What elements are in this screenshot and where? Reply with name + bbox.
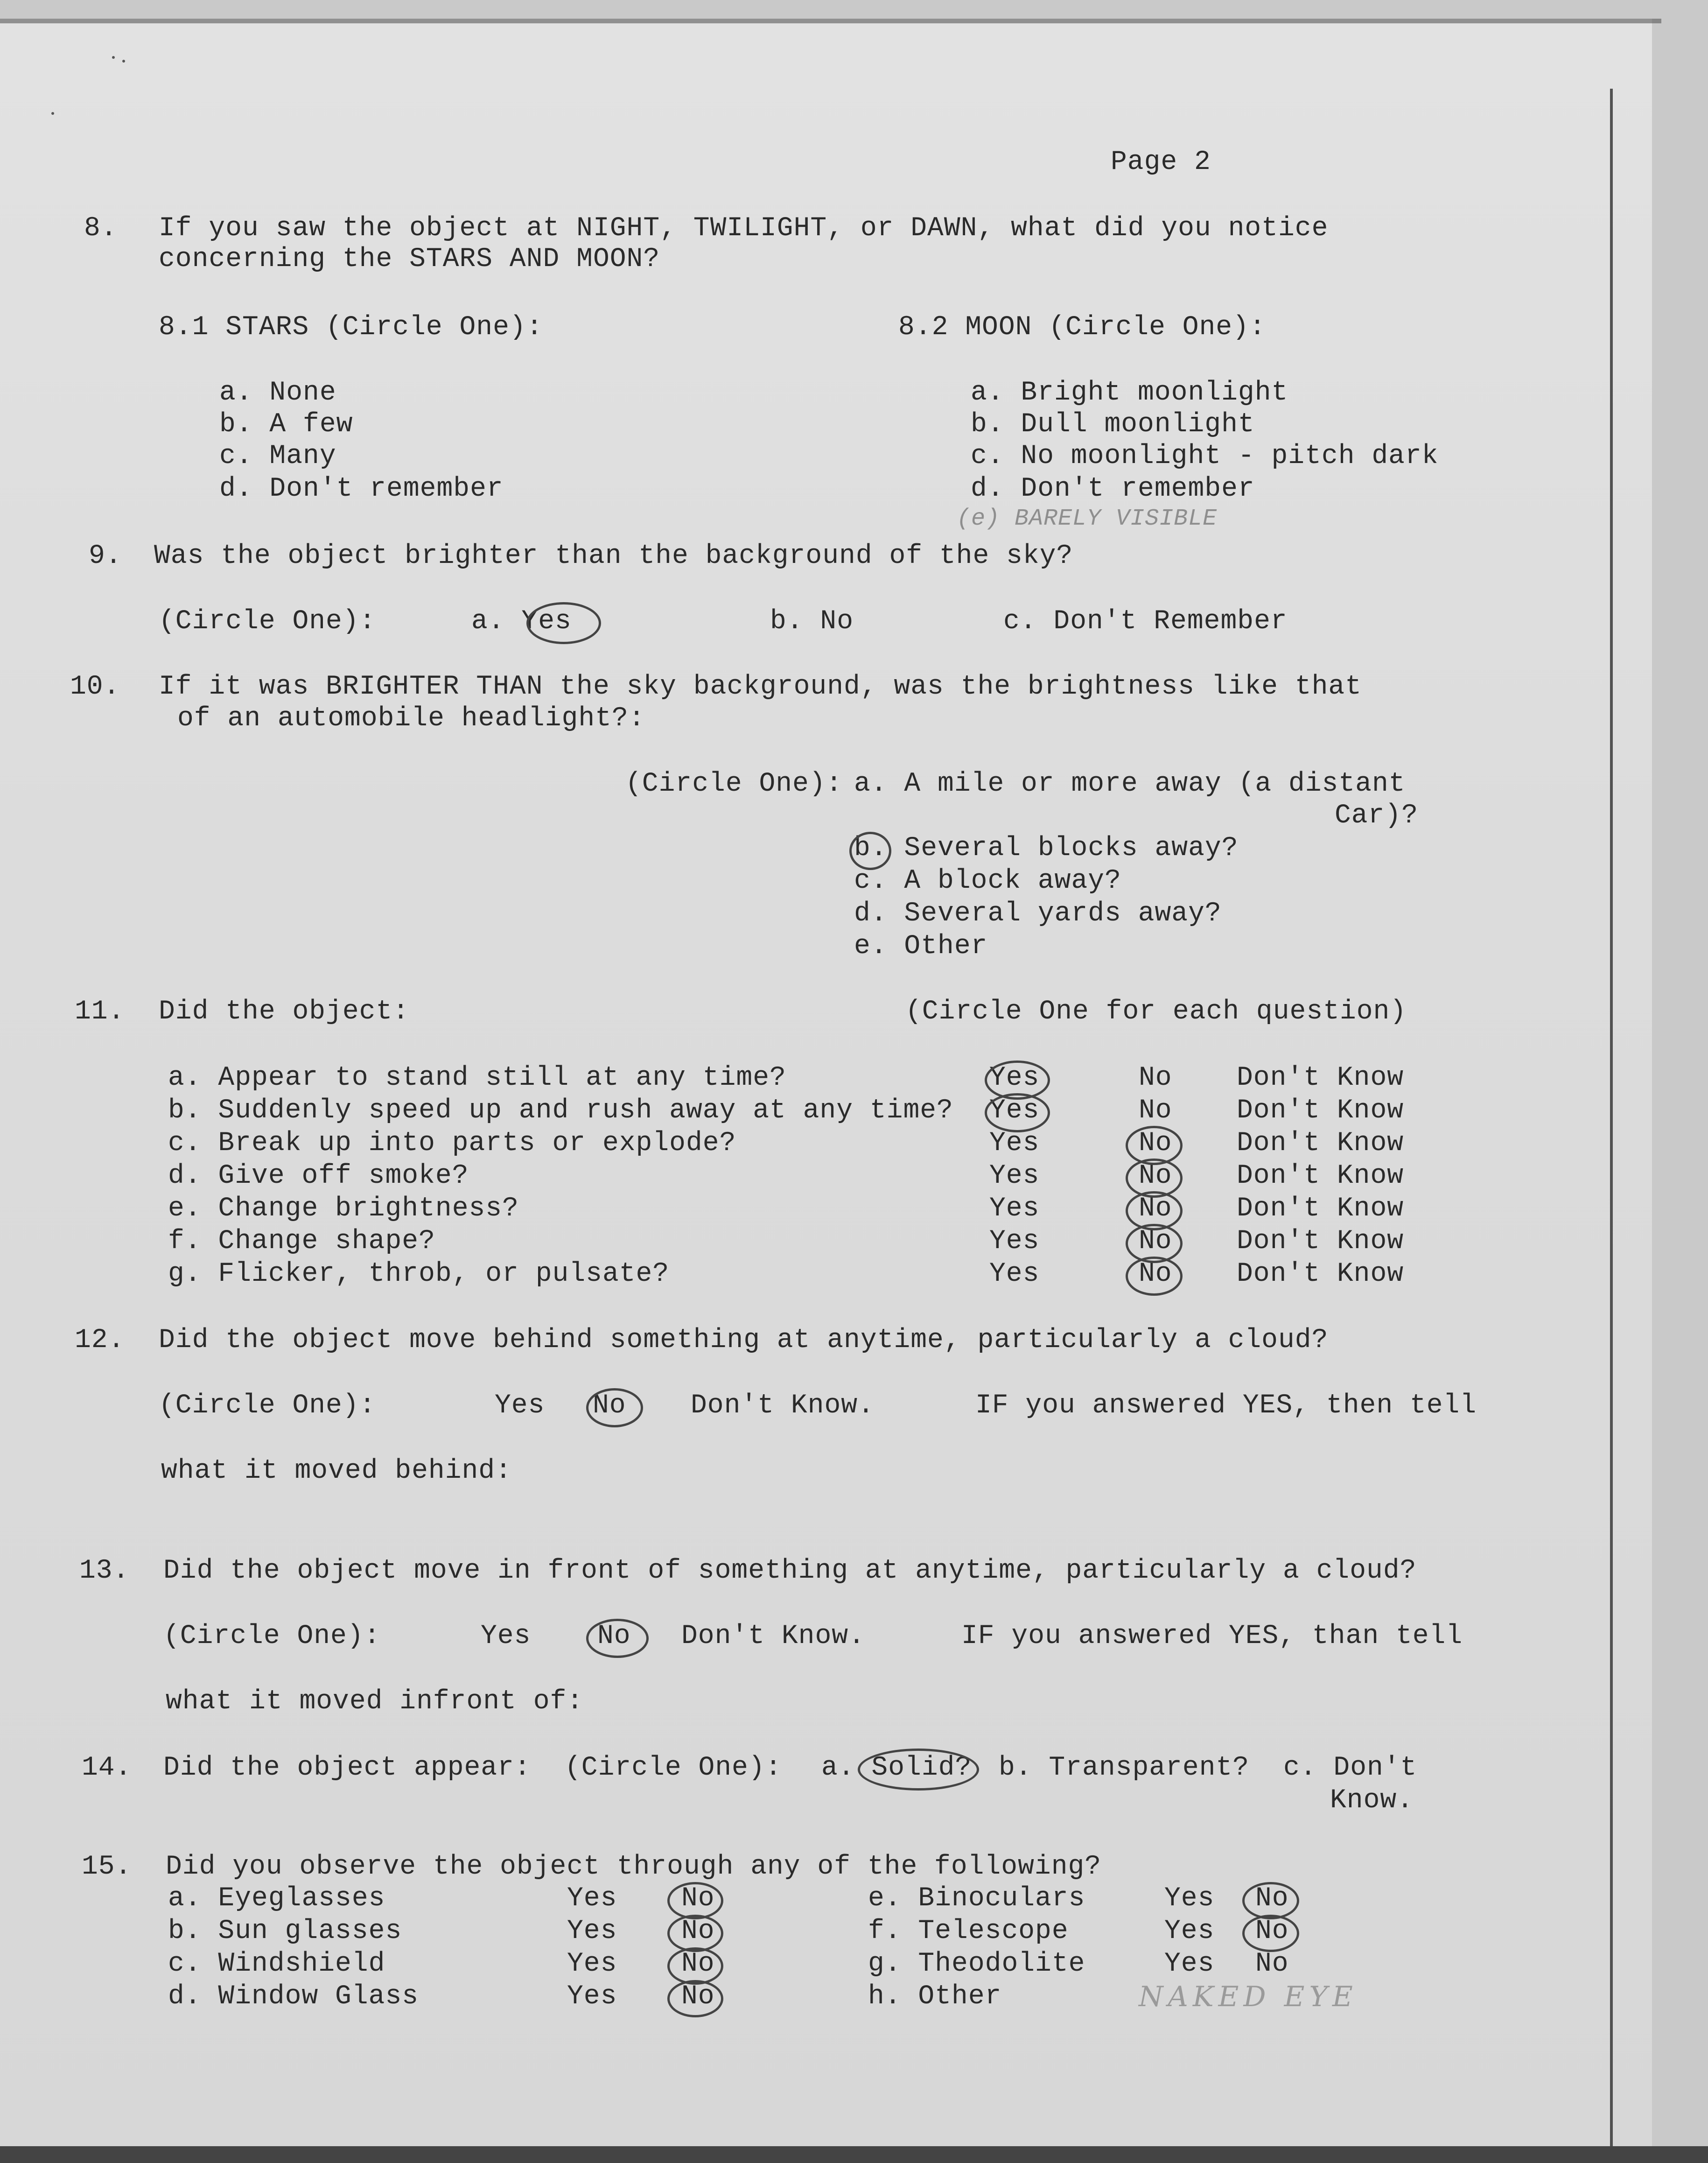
q8-number: 8. bbox=[84, 213, 118, 244]
q10-option-a-line2: Car)? bbox=[1335, 801, 1419, 831]
q11-row-f-question: f. Change shape? bbox=[168, 1226, 435, 1257]
q9-number: 9. bbox=[89, 541, 122, 571]
q12-selected-circle bbox=[586, 1388, 643, 1427]
q15-right-g-no[interactable]: No bbox=[1255, 1949, 1289, 1979]
q15-left-a-selected-circle bbox=[667, 1882, 723, 1919]
q11-row-g-question: g. Flicker, throb, or pulsate? bbox=[168, 1259, 670, 1289]
q10-selected-circle bbox=[849, 832, 891, 870]
q13-prompt: (Circle One): bbox=[163, 1621, 381, 1651]
scan-speck bbox=[51, 112, 54, 115]
page-number: Page 2 bbox=[1111, 147, 1211, 177]
q15-number: 15. bbox=[82, 1852, 132, 1882]
q12-prompt: (Circle One): bbox=[159, 1390, 376, 1421]
q8-stars-option-c[interactable]: c. Many bbox=[219, 441, 336, 471]
q8-moon-handwritten-note: (e) BARELY VISIBLE bbox=[957, 506, 1218, 532]
q15-right-g-yes[interactable]: Yes bbox=[1164, 1949, 1215, 1979]
q11-row-a-dontknow[interactable]: Don't Know bbox=[1237, 1063, 1404, 1093]
q8-stars-heading: 8.1 STARS (Circle One): bbox=[159, 312, 543, 343]
q8-moon-option-c[interactable]: c. No moonlight - pitch dark bbox=[971, 441, 1439, 471]
q13-text: Did the object move in front of something at anytime, particularly a cloud? bbox=[163, 1556, 1417, 1586]
q15-left-b-selected-circle bbox=[667, 1915, 723, 1952]
q12-text: Did the object move behind something at anytime, particularly a cloud? bbox=[159, 1325, 1329, 1355]
q11-row-a-question: a. Appear to stand still at any time? bbox=[168, 1063, 786, 1093]
q11-row-a-no[interactable]: No bbox=[1139, 1063, 1172, 1093]
scan-speck bbox=[122, 60, 125, 63]
scan-top-edge bbox=[0, 19, 1661, 23]
q10-option-c[interactable]: c. A block away? bbox=[854, 866, 1121, 896]
q11-row-d-no[interactable]: No bbox=[1139, 1161, 1172, 1191]
q13-followup: IF you answered YES, than tell bbox=[961, 1621, 1463, 1651]
q14-selected-circle bbox=[858, 1749, 979, 1791]
q12-followup: IF you answered YES, then tell bbox=[975, 1390, 1477, 1421]
q12-dontknow[interactable]: Don't Know. bbox=[691, 1390, 875, 1421]
q15-left-c-label: c. Windshield bbox=[168, 1949, 385, 1979]
q11-row-f-no[interactable]: No bbox=[1139, 1226, 1172, 1257]
q11-row-g-yes[interactable]: Yes bbox=[989, 1259, 1040, 1289]
q9-option-b[interactable]: b. No bbox=[770, 606, 854, 637]
q11-row-b-yes[interactable]: Yes bbox=[989, 1096, 1040, 1126]
q11-row-g-selected-circle bbox=[1126, 1257, 1183, 1296]
q15-right-e-selected-circle bbox=[1242, 1882, 1299, 1919]
q15-left-d-label: d. Window Glass bbox=[168, 1981, 419, 2012]
q15-left-a-label: a. Eyeglasses bbox=[168, 1883, 385, 1914]
q11-row-d-yes[interactable]: Yes bbox=[989, 1161, 1040, 1191]
q14-option-b[interactable]: b. Transparent? bbox=[999, 1753, 1250, 1783]
q11-row-c-yes[interactable]: Yes bbox=[989, 1128, 1040, 1159]
q14-option-c-line1[interactable]: c. Don't bbox=[1283, 1753, 1417, 1783]
q11-instruction: (Circle One for each question) bbox=[905, 997, 1407, 1027]
q15-right-f-label: f. Telescope bbox=[868, 1916, 1069, 1946]
q13-dontknow[interactable]: Don't Know. bbox=[681, 1621, 865, 1651]
q15-left-b-yes[interactable]: Yes bbox=[567, 1916, 617, 1946]
q13-number: 13. bbox=[79, 1556, 130, 1586]
q8-stars-option-b[interactable]: b. A few bbox=[219, 409, 353, 440]
q15-right-e-label: e. Binoculars bbox=[868, 1883, 1085, 1914]
q9-prompt: (Circle One): bbox=[159, 606, 376, 637]
q8-stars-option-a[interactable]: a. None bbox=[219, 378, 336, 408]
q11-row-g-no[interactable]: No bbox=[1139, 1259, 1172, 1289]
q15-left-a-yes[interactable]: Yes bbox=[567, 1883, 617, 1914]
q10-option-b[interactable]: b. Several blocks away? bbox=[854, 833, 1239, 864]
q11-row-f-yes[interactable]: Yes bbox=[989, 1226, 1040, 1257]
scan-bottom-edge bbox=[0, 2146, 1708, 2163]
q15-left-a-no[interactable]: No bbox=[681, 1883, 715, 1914]
scan-speck bbox=[112, 56, 115, 59]
q11-row-d-dontknow[interactable]: Don't Know bbox=[1237, 1161, 1404, 1191]
q8-moon-option-d[interactable]: d. Don't remember bbox=[971, 474, 1255, 504]
q14-option-c-line2: Know. bbox=[1330, 1785, 1414, 1816]
q8-moon-option-a[interactable]: a. Bright moonlight bbox=[971, 378, 1288, 408]
q11-row-e-yes[interactable]: Yes bbox=[989, 1194, 1040, 1224]
q10-number: 10. bbox=[70, 672, 120, 702]
q12-number: 12. bbox=[75, 1325, 125, 1355]
q8-text-line1: If you saw the object at NIGHT, TWILIGHT, or DAWN, what did you notice bbox=[159, 213, 1329, 244]
q10-option-a-line1[interactable]: a. A mile or more away (a distant bbox=[854, 769, 1406, 799]
q11-row-b-selected-circle bbox=[985, 1093, 1050, 1132]
q15-right-f-no[interactable]: No bbox=[1255, 1916, 1289, 1946]
q15-left-d-selected-circle bbox=[667, 1980, 723, 2017]
q10-option-d[interactable]: d. Several yards away? bbox=[854, 899, 1222, 929]
q8-moon-option-b[interactable]: b. Dull moonlight bbox=[971, 409, 1255, 440]
q11-row-b-dontknow[interactable]: Don't Know bbox=[1237, 1096, 1404, 1126]
q12-no[interactable]: No bbox=[593, 1390, 626, 1421]
q15-left-d-yes[interactable]: Yes bbox=[567, 1981, 617, 2012]
q11-row-c-dontknow[interactable]: Don't Know bbox=[1237, 1128, 1404, 1159]
q10-text-line1: If it was BRIGHTER THAN the sky background, was the brightness like that bbox=[159, 672, 1362, 702]
q12-yes[interactable]: Yes bbox=[495, 1390, 545, 1421]
q10-option-e[interactable]: e. Other bbox=[854, 931, 988, 962]
q11-row-b-no[interactable]: No bbox=[1139, 1096, 1172, 1126]
q15-right-f-yes[interactable]: Yes bbox=[1164, 1916, 1215, 1946]
q9-option-a[interactable]: a. Yes bbox=[471, 606, 572, 637]
q11-row-f-dontknow[interactable]: Don't Know bbox=[1237, 1226, 1404, 1257]
q13-selected-circle bbox=[586, 1619, 649, 1658]
q14-number: 14. bbox=[82, 1753, 132, 1783]
q8-text-line2: concerning the STARS AND MOON? bbox=[159, 244, 660, 274]
q12-followup2: what it moved behind: bbox=[161, 1456, 512, 1486]
q15-right-e-no[interactable]: No bbox=[1255, 1883, 1289, 1914]
q11-text: Did the object: bbox=[159, 997, 410, 1027]
q11-row-a-yes[interactable]: Yes bbox=[989, 1063, 1040, 1093]
q15-right-h-label: h. Other bbox=[868, 1981, 1002, 2012]
q9-option-c[interactable]: c. Don't Remember bbox=[1003, 606, 1288, 637]
q15-right-g-label: g. Theodolite bbox=[868, 1949, 1085, 1979]
q11-row-c-question: c. Break up into parts or explode? bbox=[168, 1128, 736, 1159]
q9-selected-circle bbox=[526, 602, 601, 644]
q15-left-d-no[interactable]: No bbox=[681, 1981, 715, 2012]
q11-row-e-question: e. Change brightness? bbox=[168, 1194, 519, 1224]
scan-right-margin-line bbox=[1610, 89, 1613, 2152]
q13-no[interactable]: No bbox=[597, 1621, 631, 1651]
q13-yes[interactable]: Yes bbox=[481, 1621, 531, 1651]
q8-moon-heading: 8.2 MOON (Circle One): bbox=[898, 312, 1266, 343]
q10-prompt: (Circle One): bbox=[625, 769, 843, 799]
q13-followup2: what it moved infront of: bbox=[166, 1686, 584, 1717]
q11-row-e-dontknow[interactable]: Don't Know bbox=[1237, 1194, 1404, 1224]
q14-option-a[interactable]: a. Solid? bbox=[821, 1753, 972, 1783]
q15-left-c-no[interactable]: No bbox=[681, 1949, 715, 1979]
q10-text-line2: of an automobile headlight?: bbox=[177, 703, 645, 734]
q15-handwritten-other: NAKED EYE bbox=[1139, 1980, 1358, 2013]
q15-left-c-yes[interactable]: Yes bbox=[567, 1949, 617, 1979]
q11-row-d-question: d. Give off smoke? bbox=[168, 1161, 469, 1191]
q14-text: Did the object appear: bbox=[163, 1753, 531, 1783]
q11-number: 11. bbox=[75, 997, 125, 1027]
q15-right-e-yes[interactable]: Yes bbox=[1164, 1883, 1215, 1914]
q15-left-b-label: b. Sun glasses bbox=[168, 1916, 402, 1946]
q15-left-b-no[interactable]: No bbox=[681, 1916, 715, 1946]
q11-row-e-no[interactable]: No bbox=[1139, 1194, 1172, 1224]
q9-text: Was the object brighter than the background of the sky? bbox=[154, 541, 1073, 571]
q11-row-g-dontknow[interactable]: Don't Know bbox=[1237, 1259, 1404, 1289]
q15-right-f-selected-circle bbox=[1242, 1915, 1299, 1952]
q11-row-b-question: b. Suddenly speed up and rush away at any time? bbox=[168, 1096, 953, 1126]
q11-row-c-no[interactable]: No bbox=[1139, 1128, 1172, 1159]
q8-stars-option-d[interactable]: d. Don't remember bbox=[219, 474, 504, 504]
q15-text: Did you observe the object through any of the following? bbox=[166, 1852, 1102, 1882]
q14-prompt: (Circle One): bbox=[565, 1753, 782, 1783]
q15-left-c-selected-circle bbox=[667, 1947, 723, 1985]
